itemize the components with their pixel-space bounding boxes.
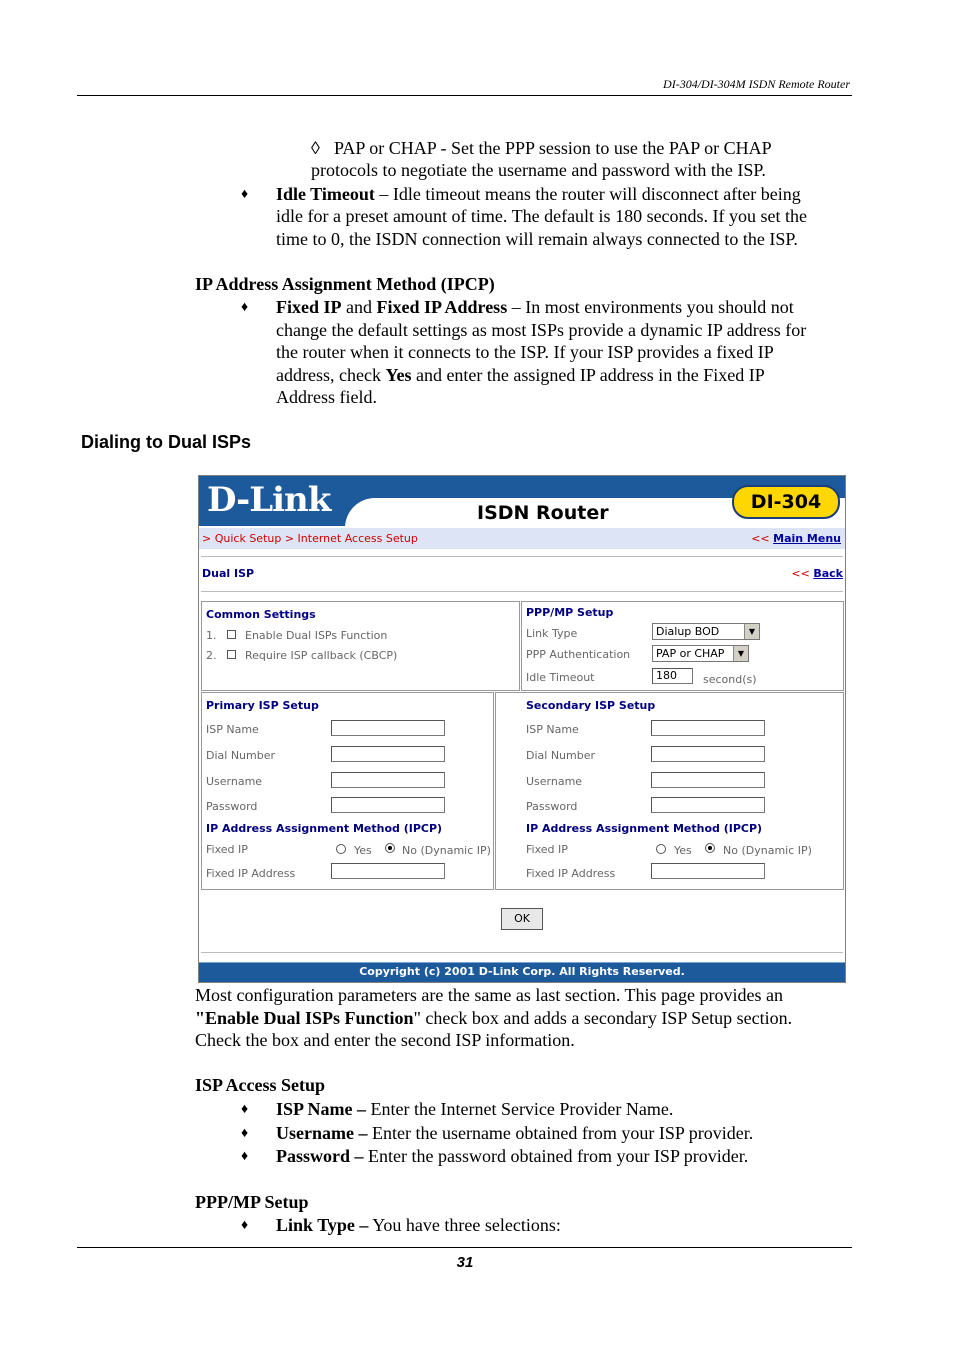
primary-username-label: Username: [206, 775, 263, 788]
after-line1: Most configuration parameters are the same as last section. This page provides an: [195, 985, 783, 1005]
secondary-username-label: Username: [526, 775, 583, 788]
isp-name-desc: Enter the Internet Service Provider Name.: [366, 1099, 674, 1119]
ppp-mp-title: PPP/MP Setup: [526, 606, 614, 619]
fixed-ip-line5: Address field.: [276, 387, 377, 407]
secondary-password-input[interactable]: [651, 797, 765, 813]
dropdown-arrow-icon: ▼: [744, 624, 759, 639]
isp-name-term: ISP Name –: [276, 1099, 366, 1119]
primary-ipcp-title: IP Address Assignment Method (IPCP): [206, 822, 443, 835]
fixed-ip-line4b: and enter the assigned IP address in the Fixed IP: [411, 365, 765, 385]
after-line2: [195, 1007, 792, 1030]
ok-button[interactable]: OK: [501, 908, 543, 930]
idle-timeout-term: Idle Timeout: [276, 184, 375, 204]
back-text[interactable]: Back: [813, 567, 843, 580]
pap-chap-symbol: ◊: [311, 138, 320, 158]
primary-dial-number-input[interactable]: [331, 746, 445, 762]
bullet-icon: ♦: [241, 1126, 249, 1141]
idle-timeout-label: Idle Timeout: [526, 671, 595, 684]
fixed-ip-line2: change the default settings as most ISPs provide a dynamic IP address for: [276, 320, 807, 340]
page-number: 31: [456, 1254, 474, 1271]
primary-fixed-ip-address-label: Fixed IP Address: [206, 867, 296, 880]
secondary-no-radio[interactable]: [705, 843, 715, 853]
idle-timeout-desc: – Idle timeout means the router will disconnect after being: [374, 184, 801, 204]
secondary-ipcp-title: IP Address Assignment Method (IPCP): [526, 822, 763, 835]
enable-dual-isp-checkbox[interactable]: [227, 630, 236, 639]
copyright: Copyright (c) 2001 D-Link Corp. All Rights Reserved.: [359, 965, 685, 978]
fixed-ip-line3: the router when it connects to the ISP. If your ISP provides a fixed IP: [276, 342, 774, 362]
pap-chap-line1: PAP or CHAP - Set the PPP session to use the PAP or CHAP: [334, 138, 772, 158]
password-item: [276, 1145, 748, 1168]
secondary-fixed-ip-address-input[interactable]: [651, 863, 765, 879]
ppp-mp-panel: [521, 601, 844, 691]
router-screenshot: [198, 475, 846, 983]
secondary-isp-title: Secondary ISP Setup: [526, 699, 656, 712]
bullet-icon: ♦: [241, 1102, 249, 1117]
main-menu-arrows: <<: [751, 532, 770, 545]
fixed-ip-line4: [276, 364, 765, 387]
pap-chap-line2: protocols to negotiate the username and password with the ISP.: [311, 160, 766, 180]
enable-dual-isp-label: Enable Dual ISPs Function: [245, 629, 388, 642]
secondary-dial-number-label: Dial Number: [526, 749, 596, 762]
running-header: DI-304/DI-304M ISDN Remote Router: [663, 77, 850, 91]
primary-fixed-ip-label: Fixed IP: [206, 843, 248, 856]
back-link[interactable]: [791, 567, 843, 580]
option-2-number: 2.: [206, 649, 217, 662]
link-type-label: Link Type: [526, 627, 578, 640]
primary-isp-name-label: ISP Name: [206, 723, 259, 736]
link-type-item: [276, 1214, 561, 1237]
require-callback-label: Require ISP callback (CBCP): [245, 649, 398, 662]
ppp-auth-select[interactable]: [652, 645, 749, 662]
fixed-ip-term: Fixed IP: [276, 297, 342, 317]
common-settings-panel: [201, 601, 520, 691]
product-title: ISDN Router: [477, 502, 609, 524]
primary-isp-title: Primary ISP Setup: [206, 699, 319, 712]
common-settings-title: Common Settings: [206, 608, 316, 621]
bullet-icon: ♦: [241, 1218, 249, 1233]
after-line3: Check the box and enter the second ISP information.: [195, 1030, 575, 1050]
idle-timeout-line3: time to 0, the ISDN connection will remain always connected to the ISP.: [276, 229, 798, 249]
option-1-number: 1.: [206, 629, 217, 642]
password-desc: Enter the password obtained from your ISP provider.: [363, 1146, 749, 1166]
secondary-isp-name-label: ISP Name: [526, 723, 579, 736]
after-line2-rest: " check box and adds a secondary ISP Setup section.: [413, 1008, 793, 1028]
primary-no-radio[interactable]: [385, 843, 395, 853]
link-type-value: Dialup BOD: [656, 625, 720, 638]
idle-timeout-input[interactable]: 180: [652, 668, 693, 684]
fixed-ip-line4a: address, check: [276, 365, 386, 385]
section-title: Dialing to Dual ISPs: [81, 432, 252, 452]
bullet-icon: ♦: [241, 1149, 249, 1164]
username-desc: Enter the username obtained from your ISP provider.: [367, 1123, 754, 1143]
secondary-isp-name-input[interactable]: [651, 720, 765, 736]
yes-term: Yes: [385, 365, 412, 385]
idle-timeout-line2: idle for a preset amount of time. The default is 180 seconds. If you set the: [276, 206, 808, 226]
back-arrows: <<: [791, 567, 810, 580]
fixed-and: and: [341, 297, 377, 317]
primary-yes-radio[interactable]: [336, 844, 346, 854]
secondary-no-label: No (Dynamic IP): [723, 844, 812, 857]
dropdown-arrow-icon: ▼: [733, 646, 748, 661]
ipcp-heading: IP Address Assignment Method (IPCP): [195, 274, 495, 294]
secondary-password-label: Password: [526, 800, 578, 813]
primary-dial-number-label: Dial Number: [206, 749, 276, 762]
primary-password-label: Password: [206, 800, 258, 813]
primary-password-input[interactable]: [331, 797, 445, 813]
password-term: Password –: [276, 1146, 364, 1166]
idle-timeout-line1: [276, 183, 801, 206]
primary-isp-panel: [201, 692, 494, 890]
primary-username-input[interactable]: [331, 772, 445, 788]
ppp-auth-label: PPP Authentication: [526, 648, 631, 661]
primary-isp-name-input[interactable]: [331, 720, 445, 736]
secondary-yes-label: Yes: [674, 844, 692, 857]
dlink-logo: D-Link: [207, 480, 331, 520]
page-name: Dual ISP: [202, 567, 255, 580]
fixed-ip-address-term: Fixed IP Address: [376, 297, 508, 317]
secondary-fixed-ip-address-label: Fixed IP Address: [526, 867, 616, 880]
banner: [199, 476, 845, 528]
isp-name-item: [276, 1098, 673, 1121]
secondary-yes-radio[interactable]: [656, 844, 666, 854]
header-rule: [77, 95, 852, 96]
divider: [201, 556, 843, 557]
link-type-select[interactable]: [652, 623, 760, 640]
main-menu-link[interactable]: [751, 532, 841, 545]
fixed-ip-line1: [276, 296, 794, 319]
ppp-auth-value: PAP or CHAP: [656, 647, 725, 660]
bullet-icon: ♦: [241, 187, 249, 202]
primary-fixed-ip-address-input[interactable]: [331, 863, 445, 879]
enable-dual-isp-term: "Enable Dual ISPs Function: [195, 1008, 414, 1028]
footer-rule: [77, 1247, 852, 1248]
secondary-fixed-ip-label: Fixed IP: [526, 843, 568, 856]
model-badge: DI-304: [732, 485, 840, 519]
divider: [201, 591, 843, 592]
secondary-username-input[interactable]: [651, 772, 765, 788]
link-type-term: Link Type –: [276, 1215, 369, 1235]
primary-no-label: No (Dynamic IP): [402, 844, 491, 857]
fixed-ip-desc: – In most environments you should not: [507, 297, 794, 317]
secondary-dial-number-input[interactable]: [651, 746, 765, 762]
link-type-desc: You have three selections:: [368, 1215, 561, 1235]
isp-access-heading: ISP Access Setup: [195, 1075, 326, 1095]
breadcrumb[interactable]: > Quick Setup > Internet Access Setup: [202, 532, 418, 545]
secondary-isp-panel: [495, 692, 844, 890]
bullet-icon: ♦: [241, 300, 249, 315]
main-menu-text[interactable]: Main Menu: [773, 532, 841, 545]
idle-timeout-unit: second(s): [703, 673, 757, 686]
require-callback-checkbox[interactable]: [227, 650, 236, 659]
ppp-mp-heading: PPP/MP Setup: [195, 1192, 309, 1212]
username-term: Username –: [276, 1123, 368, 1143]
username-item: [276, 1122, 753, 1145]
primary-yes-label: Yes: [354, 844, 372, 857]
divider: [201, 952, 843, 953]
